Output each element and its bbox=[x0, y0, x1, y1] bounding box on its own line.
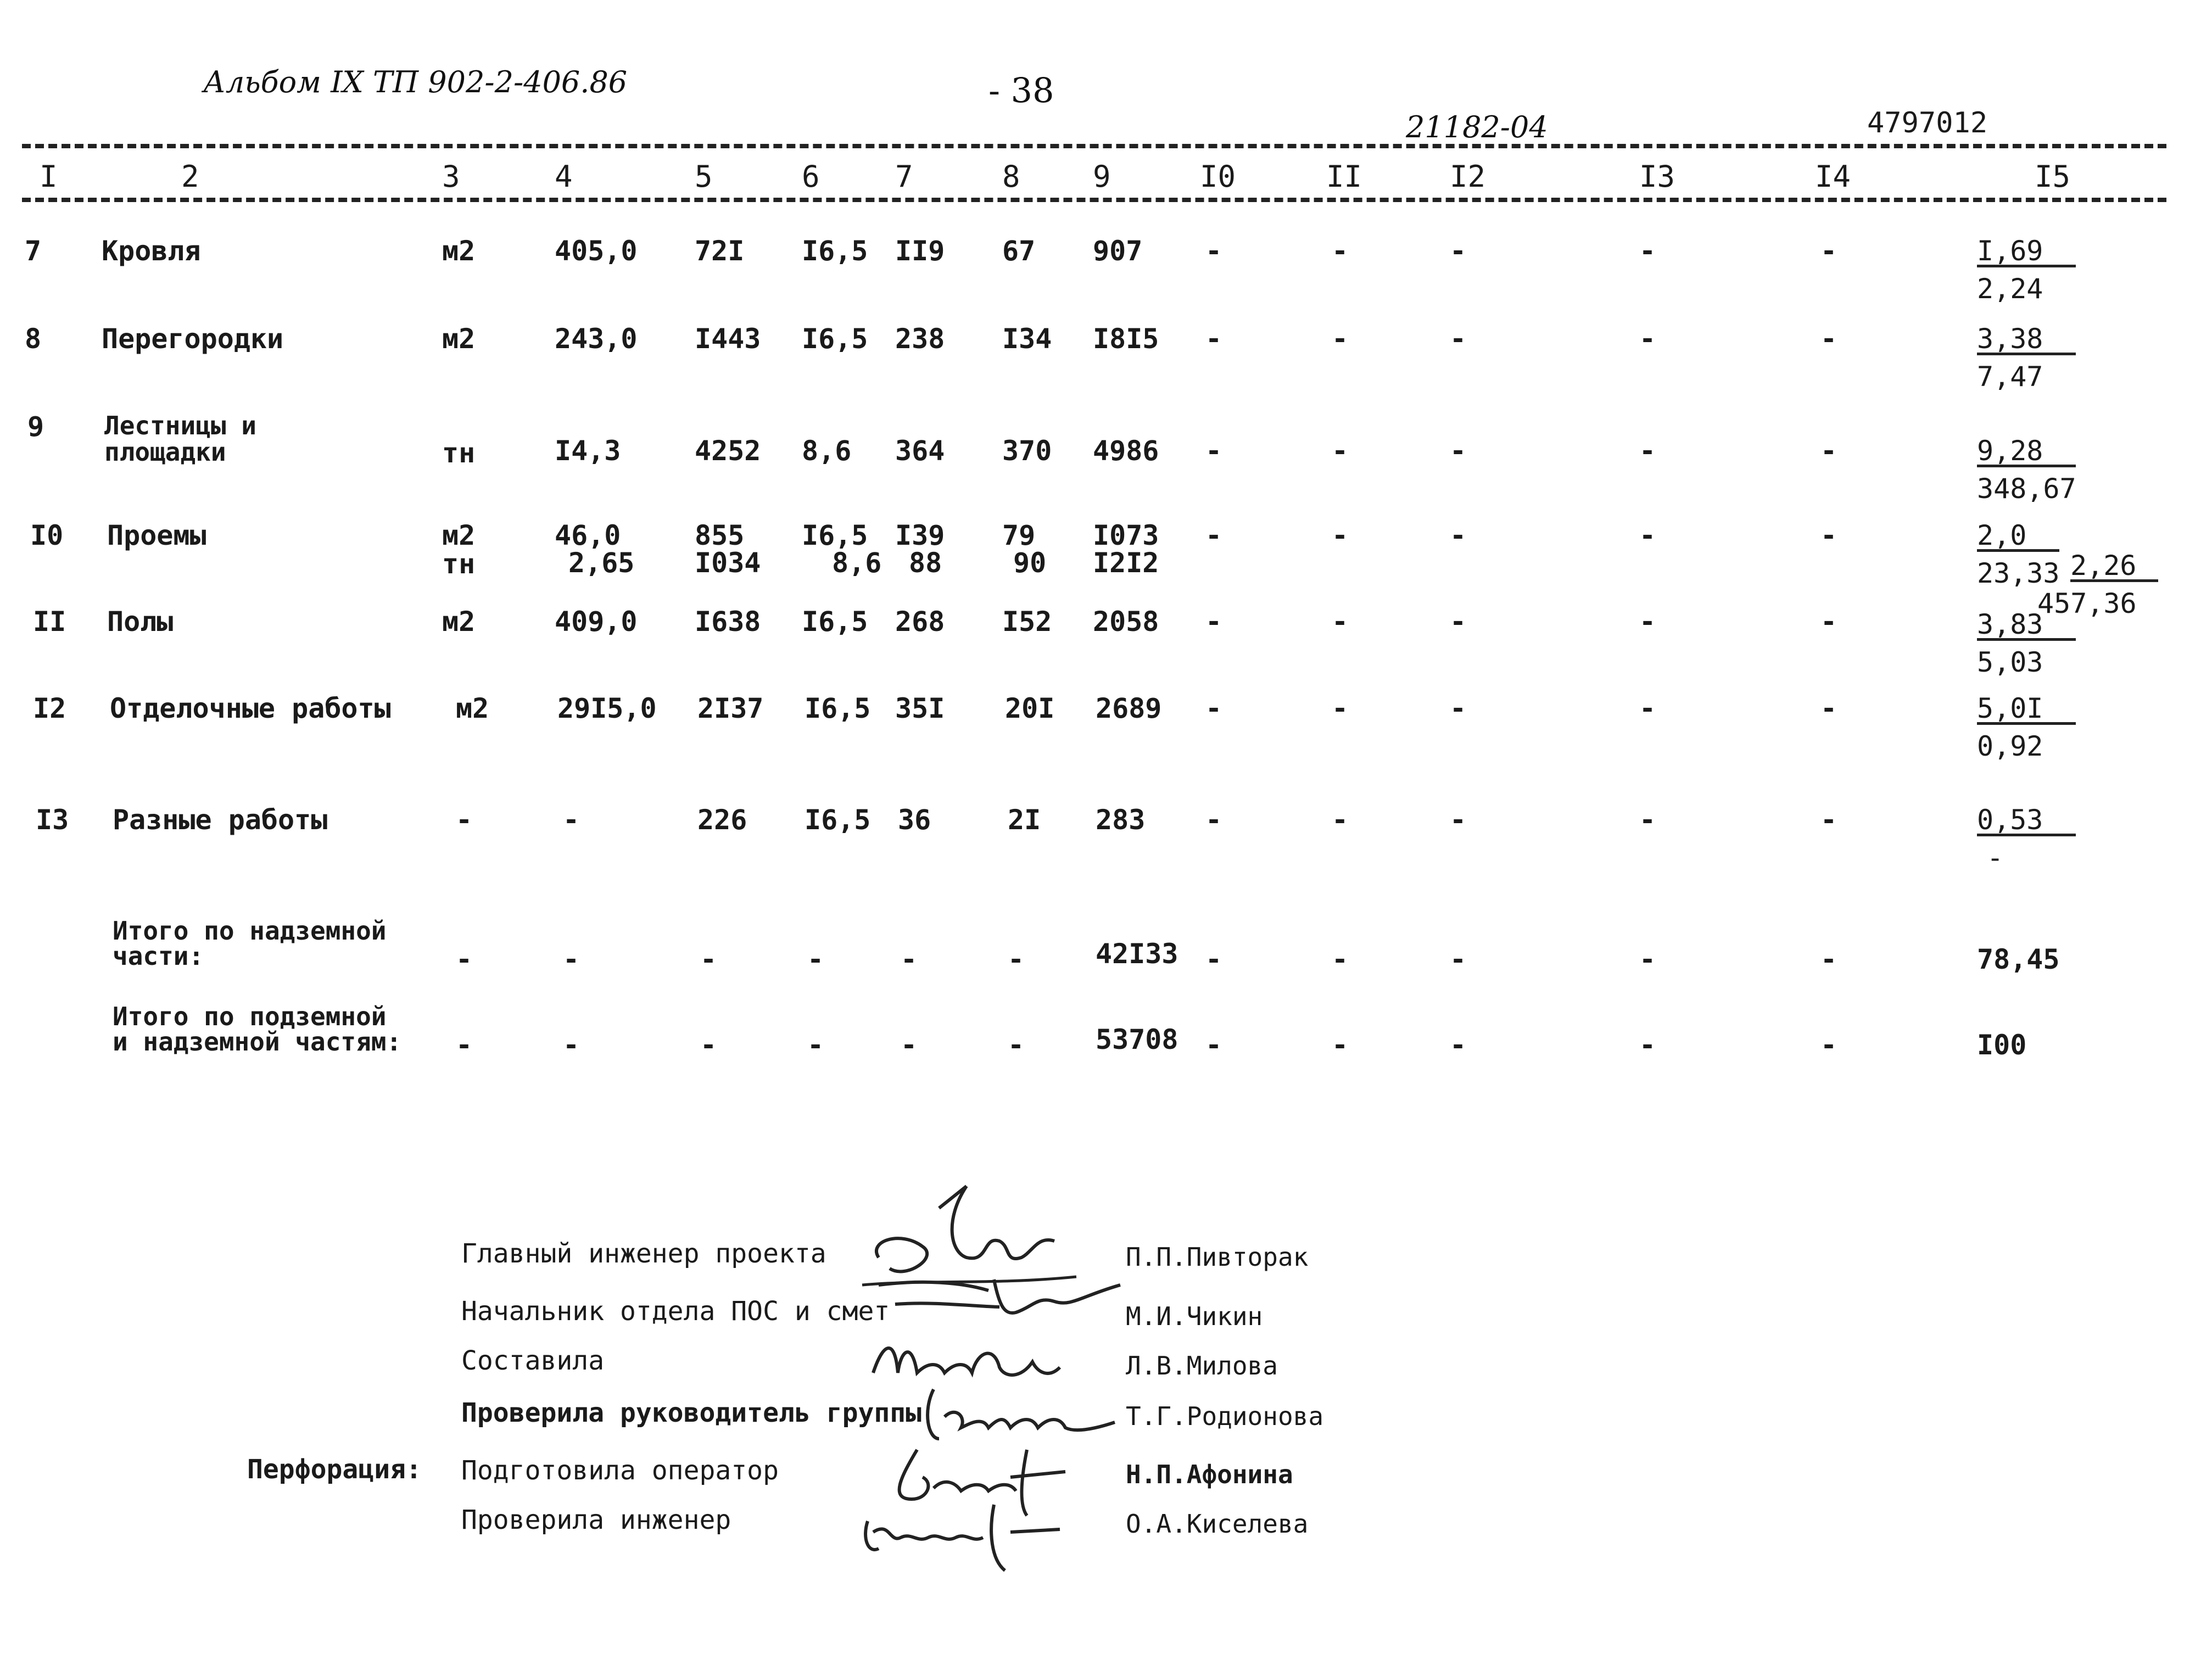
fraction-bottom: - bbox=[1987, 842, 2004, 874]
fraction-bottom: 7,47 bbox=[1977, 361, 2043, 393]
cell-4: 409,0 bbox=[555, 606, 638, 638]
perforation-label: Перфорация: bbox=[247, 1454, 422, 1485]
fraction-bottom: 0,92 bbox=[1977, 730, 2043, 762]
cell-13: - bbox=[1639, 943, 1656, 975]
cell-9: 2058 bbox=[1093, 606, 1159, 638]
cell-11: - bbox=[1332, 943, 1349, 975]
cell-12: - bbox=[1450, 804, 1467, 836]
cell-13: - bbox=[1639, 435, 1656, 467]
cell-15-fraction bbox=[1977, 519, 2060, 589]
fraction-bottom: 457,36 bbox=[2037, 588, 2137, 619]
signature-scribble-6 bbox=[857, 1494, 1065, 1582]
col-header-9: 9 bbox=[1093, 159, 1111, 194]
row-number: I0 bbox=[30, 519, 64, 551]
cell-11: - bbox=[1332, 519, 1349, 551]
cell-6: I6,5 bbox=[805, 804, 871, 836]
signature-role: Главный инженер проекта bbox=[461, 1238, 826, 1269]
cell-15-fraction bbox=[1977, 323, 2076, 393]
col-header-13: I3 bbox=[1639, 159, 1675, 194]
cell-15-fraction bbox=[1977, 608, 2076, 678]
cell-7: 268 bbox=[895, 606, 945, 638]
cell-5: 72I bbox=[695, 235, 745, 267]
cell-9: 283 bbox=[1096, 804, 1146, 836]
fraction-bottom: 2,24 bbox=[1977, 273, 2043, 305]
cell-14: - bbox=[1820, 606, 1837, 638]
row-number: 8 bbox=[25, 323, 42, 355]
col-header-12: I2 bbox=[1450, 159, 1486, 194]
cell-6: I6,5 bbox=[802, 235, 868, 267]
unit-line-1: м2 bbox=[442, 519, 476, 551]
total-value-15: I00 bbox=[1977, 1029, 2027, 1061]
cell-6-line-1: I6,5 bbox=[802, 519, 868, 551]
unit: тн bbox=[442, 437, 476, 469]
cell-9-line-2: I2I2 bbox=[1093, 547, 1159, 579]
cell-4: - bbox=[563, 943, 580, 975]
fraction-top: 9,28 bbox=[1977, 437, 2076, 467]
page-number: - 38 bbox=[988, 70, 1054, 110]
cell-11: - bbox=[1332, 323, 1349, 355]
unit: м2 bbox=[442, 235, 476, 267]
album-reference: Альбом IX ТП 902-2-406.86 bbox=[203, 65, 628, 99]
cell-7: 36 bbox=[898, 804, 931, 836]
cell-4-line-1: 46,0 bbox=[555, 519, 621, 551]
signature-name: М.И.Чикин bbox=[1126, 1301, 1263, 1331]
cell-10: - bbox=[1205, 606, 1222, 638]
cell-14: - bbox=[1820, 1029, 1837, 1061]
cell-13: - bbox=[1639, 235, 1656, 267]
total-value-15: 78,45 bbox=[1977, 943, 2060, 975]
cell-14: - bbox=[1820, 323, 1837, 355]
cell-9-line-1: I073 bbox=[1093, 519, 1159, 551]
cell-8: - bbox=[1008, 943, 1025, 975]
cell-9: 2689 bbox=[1096, 692, 1162, 724]
row-number: I3 bbox=[36, 804, 69, 836]
cell-13: - bbox=[1639, 692, 1656, 724]
cell-11: - bbox=[1332, 1029, 1349, 1061]
fraction-top: 3,38 bbox=[1977, 325, 2076, 355]
handwritten-code: 21182-04 bbox=[1406, 110, 1548, 144]
row-number: 9 bbox=[27, 411, 44, 443]
cell-3: - bbox=[456, 1029, 473, 1061]
work-name: Кровля bbox=[102, 235, 201, 267]
row-number: I2 bbox=[33, 692, 66, 724]
cell-10: - bbox=[1205, 519, 1222, 551]
cell-14: - bbox=[1820, 692, 1837, 724]
cell-5: 2I37 bbox=[697, 692, 764, 724]
cell-12: - bbox=[1450, 519, 1467, 551]
signature-role: Начальник отдела ПОС и смет bbox=[461, 1296, 890, 1327]
cell-3: - bbox=[456, 943, 473, 975]
cell-4: - bbox=[563, 1029, 580, 1061]
cell-8: I52 bbox=[1002, 606, 1052, 638]
col-header-15: I5 bbox=[2035, 159, 2071, 194]
work-name-line-1: Лестницы и bbox=[104, 411, 256, 440]
cell-15-fraction bbox=[1977, 804, 2076, 874]
cell-11: - bbox=[1332, 606, 1349, 638]
cell-7: 238 bbox=[895, 323, 945, 355]
fraction-bottom: 23,33 bbox=[1977, 557, 2060, 589]
cell-9: 4986 bbox=[1093, 435, 1159, 467]
signature-name: Т.Г.Родионова bbox=[1126, 1401, 1324, 1431]
col-header-10: I0 bbox=[1200, 159, 1236, 194]
fraction-top: 3,83 bbox=[1977, 611, 2076, 641]
cell-12: - bbox=[1450, 1029, 1467, 1061]
col-header-2: 2 bbox=[181, 159, 199, 194]
cell-5: 4252 bbox=[695, 435, 761, 467]
signature-role: Проверила руководитель группы bbox=[461, 1398, 922, 1428]
cell-8-line-1: 79 bbox=[1002, 519, 1036, 551]
work-name: Разные работы bbox=[113, 804, 328, 836]
work-name: Проемы bbox=[107, 519, 206, 551]
col-header-11: II bbox=[1326, 159, 1362, 194]
cell-12: - bbox=[1450, 692, 1467, 724]
fraction-bottom: 5,03 bbox=[1977, 646, 2043, 678]
cell-15-fraction bbox=[1977, 237, 2076, 303]
cell-14: - bbox=[1820, 943, 1837, 975]
cell-11: - bbox=[1332, 692, 1349, 724]
cell-14: - bbox=[1820, 519, 1837, 551]
cell-11: - bbox=[1332, 235, 1349, 267]
cell-10: - bbox=[1205, 435, 1222, 467]
unit-line-2: тн bbox=[442, 548, 476, 580]
cell-8: 2I bbox=[1008, 804, 1041, 836]
total-label-line-1: Итого по подземной bbox=[113, 1002, 387, 1031]
cell-5: I638 bbox=[695, 606, 761, 638]
fraction-top: 2,0 bbox=[1977, 522, 2059, 552]
cell-7-line-1: I39 bbox=[895, 519, 945, 551]
header-bottom-rule bbox=[22, 198, 2166, 202]
cell-12: - bbox=[1450, 606, 1467, 638]
row-number: II bbox=[33, 606, 66, 638]
signature-role: Проверила инженер bbox=[461, 1505, 731, 1535]
total-label-line-1: Итого по надземной bbox=[113, 916, 387, 946]
col-header-7: 7 bbox=[895, 159, 913, 194]
cell-9: 907 bbox=[1093, 235, 1143, 267]
total-label-line-2: части: bbox=[113, 941, 204, 971]
total-label-line-2: и надземной частям: bbox=[113, 1027, 402, 1057]
row-number: 7 bbox=[25, 235, 42, 267]
cell-7: II9 bbox=[895, 235, 945, 267]
col-header-1: I bbox=[40, 159, 58, 194]
total-value-9: 42I33 bbox=[1096, 938, 1178, 970]
fraction-top: 5,0I bbox=[1977, 695, 2076, 725]
header-top-rule bbox=[22, 144, 2166, 148]
cell-8: - bbox=[1008, 1029, 1025, 1061]
cell-7: 35I bbox=[895, 692, 945, 724]
cell-4: 29I5,0 bbox=[557, 692, 657, 724]
work-name: Отделочные работы bbox=[110, 692, 391, 724]
signature-scribble-3 bbox=[868, 1329, 1065, 1389]
cell-5: - bbox=[700, 1029, 717, 1061]
cell-8: 370 bbox=[1002, 435, 1052, 467]
col-header-6: 6 bbox=[802, 159, 820, 194]
cell-9: I8I5 bbox=[1093, 323, 1159, 355]
col-header-14: I4 bbox=[1815, 159, 1851, 194]
cell-10: - bbox=[1205, 1029, 1222, 1061]
cell-6: - bbox=[807, 1029, 824, 1061]
signature-name: П.П.Пивторак bbox=[1126, 1242, 1309, 1272]
fraction-bottom: 348,67 bbox=[1977, 473, 2076, 505]
cell-6: - bbox=[807, 943, 824, 975]
col-header-4: 4 bbox=[555, 159, 573, 194]
signature-role: Подготовила оператор bbox=[461, 1455, 779, 1486]
work-name: Полы bbox=[107, 606, 174, 638]
cell-8: 20I bbox=[1005, 692, 1055, 724]
cell-5-line-1: 855 bbox=[695, 519, 745, 551]
cell-13: - bbox=[1639, 323, 1656, 355]
cell-5: I443 bbox=[695, 323, 761, 355]
unit: - bbox=[456, 804, 473, 836]
unit: м2 bbox=[442, 606, 476, 638]
cell-14: - bbox=[1820, 435, 1837, 467]
work-name: Перегородки bbox=[102, 323, 284, 355]
cell-11: - bbox=[1332, 804, 1349, 836]
cell-5: - bbox=[700, 943, 717, 975]
col-header-8: 8 bbox=[1002, 159, 1020, 194]
cell-6: I6,5 bbox=[805, 692, 871, 724]
cell-6-line-2: 8,6 bbox=[832, 547, 882, 579]
fraction-top: 0,53 bbox=[1977, 806, 2076, 836]
cell-4: 405,0 bbox=[555, 235, 638, 267]
cell-7-line-2: 88 bbox=[909, 547, 942, 579]
cell-7: - bbox=[901, 1029, 918, 1061]
cell-4-line-2: 2,65 bbox=[568, 547, 635, 579]
cell-7: - bbox=[901, 943, 918, 975]
cell-7: 364 bbox=[895, 435, 945, 467]
cell-10: - bbox=[1205, 943, 1222, 975]
cell-8: 67 bbox=[1002, 235, 1036, 267]
cell-11: - bbox=[1332, 435, 1349, 467]
cell-12: - bbox=[1450, 323, 1467, 355]
cell-15-extra-fraction bbox=[2037, 550, 2158, 619]
cell-12: - bbox=[1450, 435, 1467, 467]
signature-role: Составила bbox=[461, 1345, 605, 1376]
cell-6: I6,5 bbox=[802, 323, 868, 355]
signature-name: О.А.Киселева bbox=[1126, 1509, 1309, 1539]
cell-13: - bbox=[1639, 606, 1656, 638]
cell-12: - bbox=[1450, 943, 1467, 975]
cell-10: - bbox=[1205, 323, 1222, 355]
cell-5-line-2: I034 bbox=[695, 547, 761, 579]
signature-scribble-2 bbox=[873, 1263, 1126, 1329]
cell-15-fraction bbox=[1977, 692, 2076, 762]
cell-13: - bbox=[1639, 519, 1656, 551]
cell-14: - bbox=[1820, 804, 1837, 836]
cell-15-fraction bbox=[1977, 435, 2076, 505]
cell-10: - bbox=[1205, 235, 1222, 267]
cell-13: - bbox=[1639, 1029, 1656, 1061]
document-number: 4797012 bbox=[1867, 107, 1988, 139]
fraction-top: I,69 bbox=[1977, 237, 2076, 267]
work-name-line-2: площадки bbox=[104, 437, 226, 467]
cell-14: - bbox=[1820, 235, 1837, 267]
col-header-5: 5 bbox=[695, 159, 713, 194]
cell-10: - bbox=[1205, 804, 1222, 836]
fraction-top: 2,26 bbox=[2070, 552, 2158, 582]
cell-13: - bbox=[1639, 804, 1656, 836]
unit: м2 bbox=[456, 692, 489, 724]
cell-10: - bbox=[1205, 692, 1222, 724]
cell-12: - bbox=[1450, 235, 1467, 267]
cell-5: 226 bbox=[697, 804, 747, 836]
col-header-3: 3 bbox=[442, 159, 460, 194]
signature-name: Л.В.Милова bbox=[1126, 1351, 1278, 1381]
cell-8: I34 bbox=[1002, 323, 1052, 355]
cell-4: I4,3 bbox=[555, 435, 621, 467]
total-value-9: 53708 bbox=[1096, 1024, 1178, 1055]
cell-4: - bbox=[563, 804, 580, 836]
signature-name: Н.П.Афонина bbox=[1126, 1460, 1293, 1489]
cell-4: 243,0 bbox=[555, 323, 638, 355]
cell-6: I6,5 bbox=[802, 606, 868, 638]
cell-8-line-2: 90 bbox=[1013, 547, 1047, 579]
unit: м2 bbox=[442, 323, 476, 355]
cell-6: 8,6 bbox=[802, 435, 852, 467]
